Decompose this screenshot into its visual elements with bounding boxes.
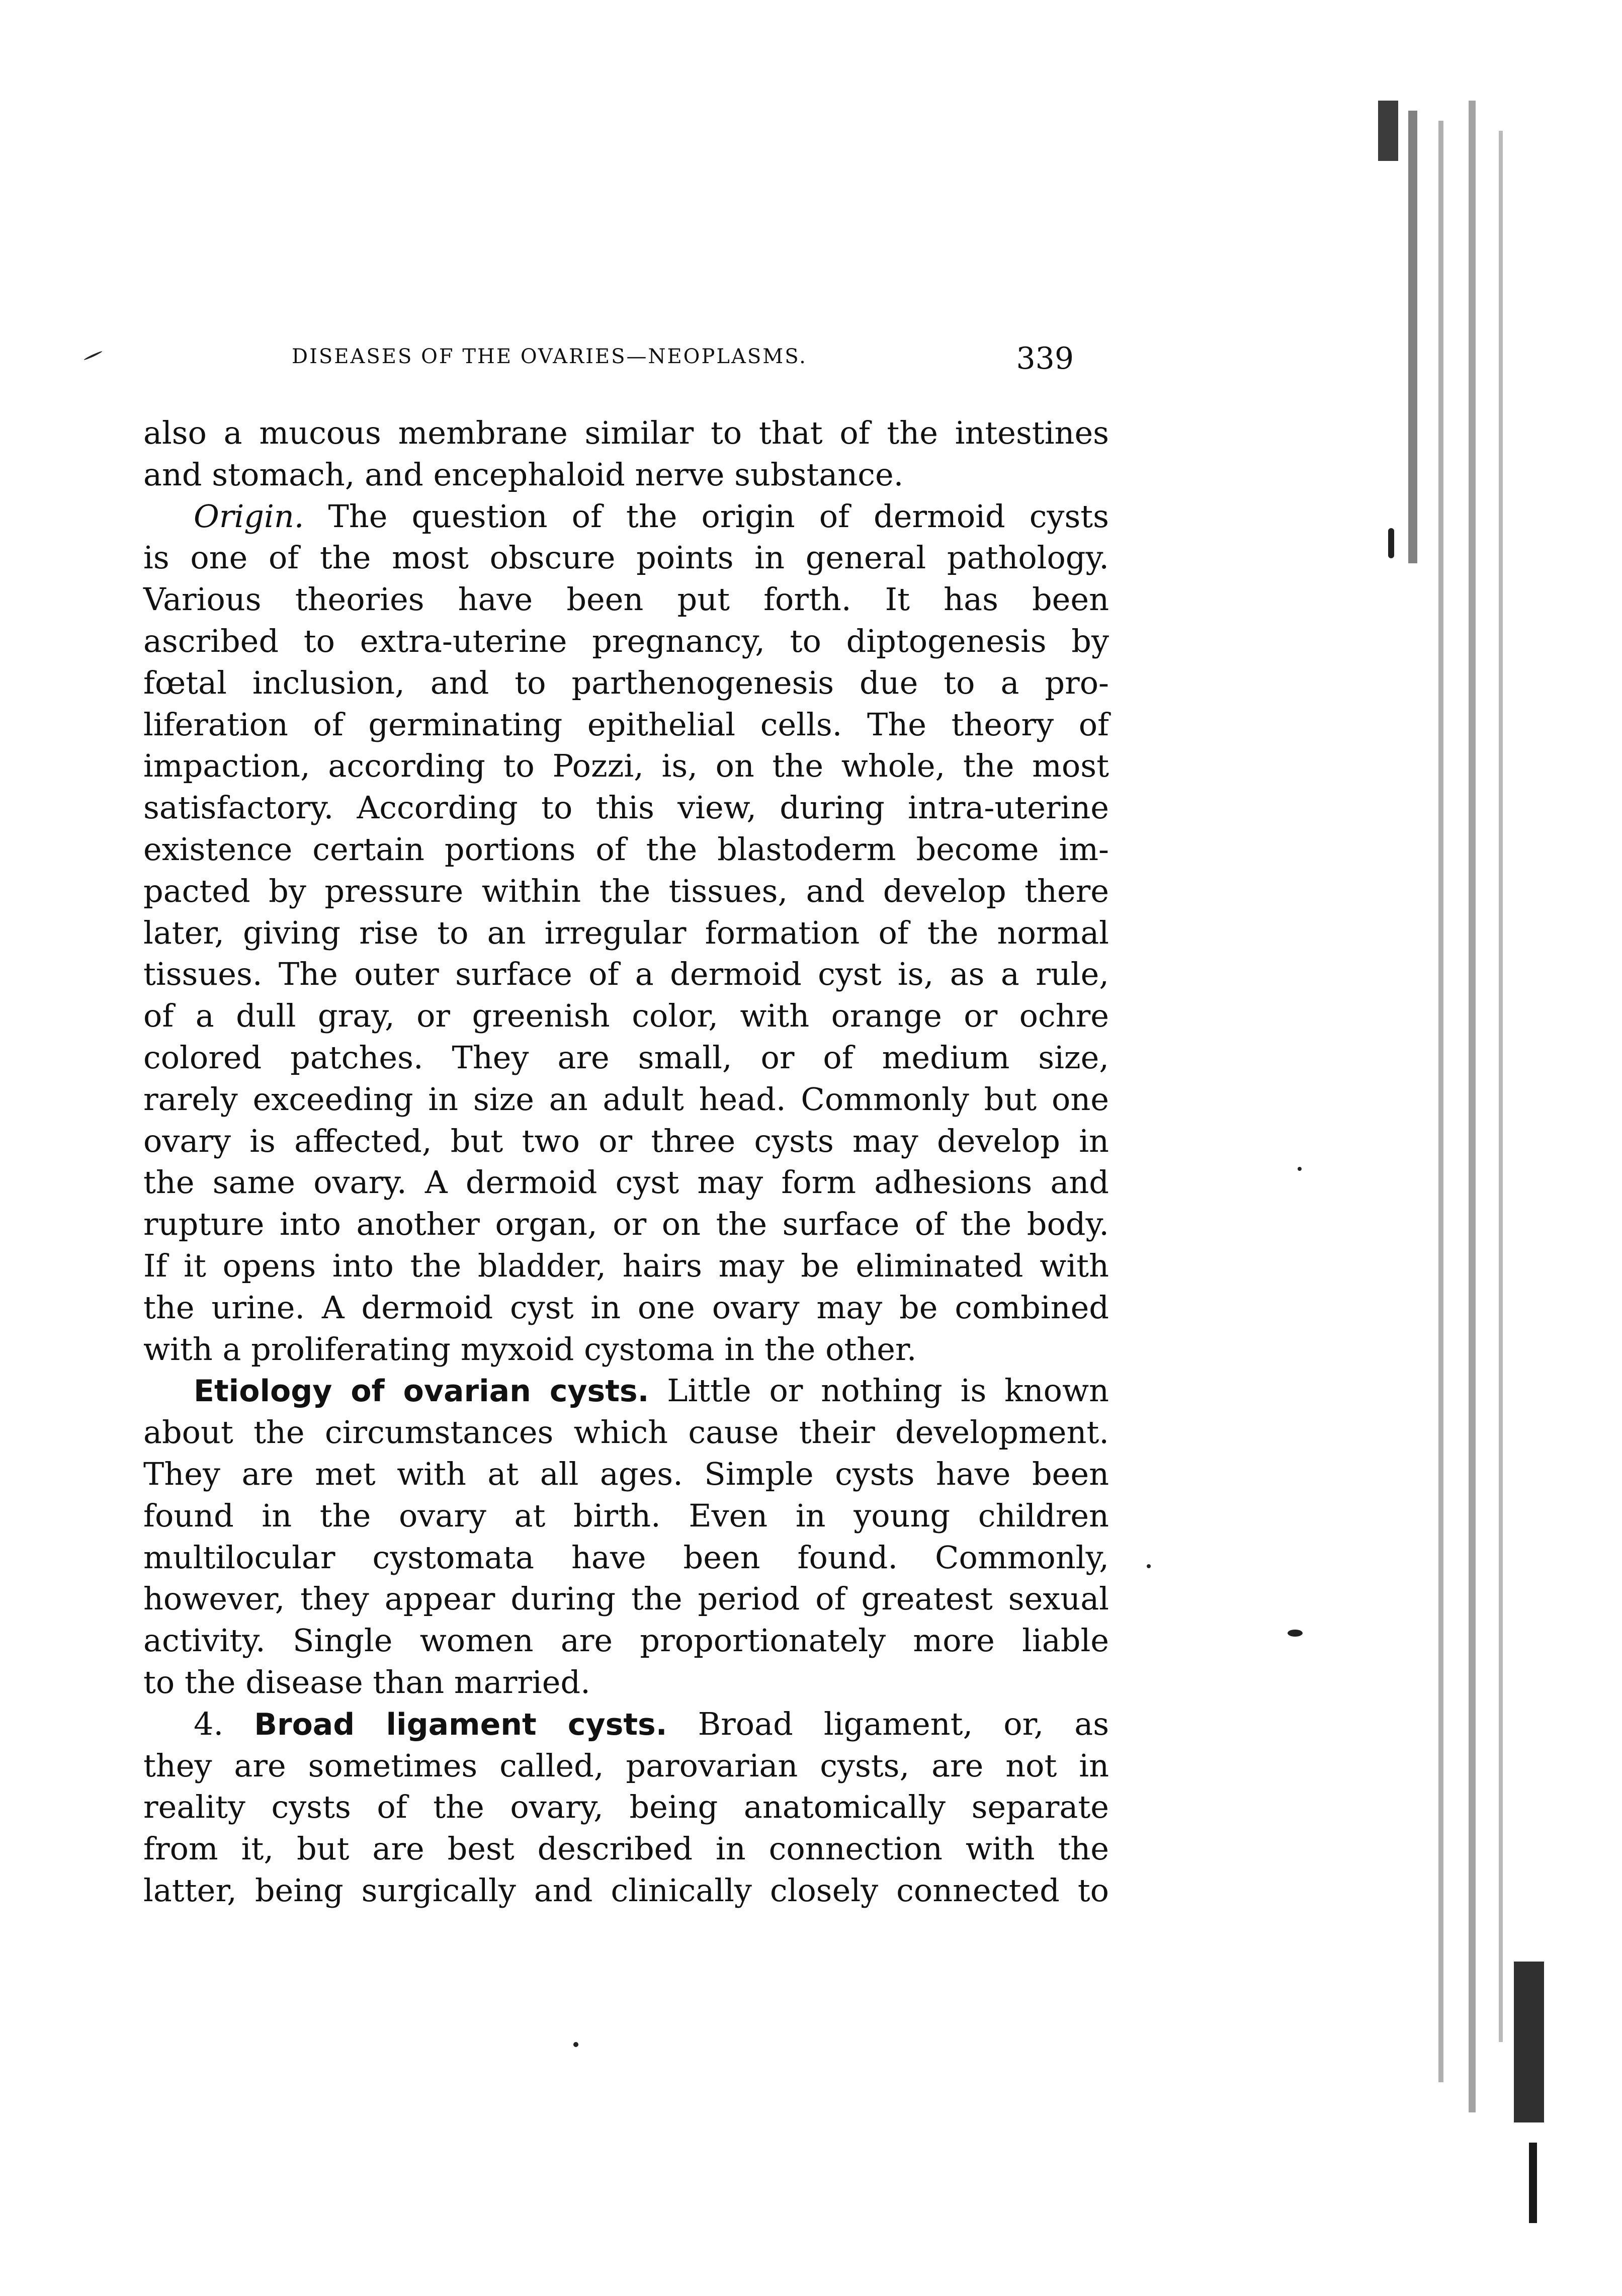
page-header [292, 341, 1074, 381]
section-number: 4. [194, 1705, 224, 1742]
text-line: activity. Single women are proportionately more liable [143, 1622, 1109, 1659]
text-line: about the circumstances which cause their development. [143, 1414, 1109, 1451]
scan-mark [1147, 1564, 1151, 1568]
scan-mark [1288, 1630, 1303, 1637]
page-number: 339 [1016, 341, 1074, 376]
text-line: latter, being surgically and clinically closely connected to [143, 1872, 1109, 1909]
text-line [143, 496, 1109, 538]
text-line: they are sometimes called, parovarian cysts, are not in [143, 1747, 1109, 1784]
text-line: rupture into another organ, or on the surface of the body. [143, 1206, 1109, 1243]
text-line: of a dull gray, or greenish color, with orange or ochre [143, 997, 1109, 1035]
text-line: satisfactory. According to this view, during intra-uterine [143, 789, 1109, 826]
scan-mark [1388, 528, 1394, 558]
text-line: If it opens into the bladder, hairs may be eliminated with [143, 1247, 1109, 1284]
text-line: existence certain portions of the blastoderm become im- [143, 830, 1109, 868]
broad-ligament-heading: Broad ligament cysts. [254, 1707, 667, 1742]
origin-heading: Origin. [194, 497, 304, 535]
text-line: however, they appear during the period of greatest sexual [143, 1580, 1109, 1618]
text-run: Broad ligament, or, as [698, 1705, 1109, 1742]
text-line [143, 1370, 1109, 1412]
text-line: later, giving rise to an irregular formation of the normal [143, 914, 1109, 951]
text-line: from it, but are best described in connection with the [143, 1830, 1109, 1867]
text-line [143, 1704, 1109, 1745]
text-line: liferation of germinating epithelial cells. The theory of [143, 706, 1109, 743]
body-text [143, 412, 1109, 1912]
scan-mark [1298, 1167, 1302, 1171]
binding-shadow [1378, 101, 1569, 2213]
text-line: fœtal inclusion, and to parthenogenesis due to a pro- [143, 664, 1109, 701]
text-line: They are met with at all ages. Simple cysts have been [143, 1455, 1109, 1492]
text-line: tissues. The outer surface of a dermoid cyst is, as a rule, [143, 956, 1109, 993]
text-line: multilocular cystomata have been found. Commonly, [143, 1539, 1109, 1576]
running-title: DISEASES OF THE OVARIES—NEOPLASMS. [292, 345, 807, 368]
text-line: the urine. A dermoid cyst in one ovary may be combined [143, 1289, 1109, 1326]
text-line: to the disease than married. [143, 1663, 590, 1700]
text-line: pacted by pressure within the tissues, and develop there [143, 872, 1109, 909]
text-run: The question of the origin of dermoid cysts [328, 497, 1109, 535]
scan-mark [573, 2042, 578, 2047]
text-run: Little or nothing is known [667, 1372, 1109, 1409]
text-line: rarely exceeding in size an adult head. Commonly but one [143, 1080, 1109, 1118]
text-line: ovary is affected, but two or three cysts may develop in [143, 1122, 1109, 1159]
text-line: and stomach, and encephaloid nerve substance. [143, 456, 904, 493]
text-line: reality cysts of the ovary, being anatomically separate [143, 1789, 1109, 1826]
etiology-heading: Etiology of ovarian cysts. [194, 1374, 649, 1409]
text-line: Various theories have been put forth. It has been [143, 581, 1109, 618]
text-line: is one of the most obscure points in general pathology. [143, 539, 1109, 576]
scan-mark [83, 351, 103, 361]
text-line: found in the ovary at birth. Even in young children [143, 1497, 1109, 1534]
text-line: with a proliferating myxoid cystoma in the other. [143, 1330, 917, 1368]
text-line: ascribed to extra-uterine pregnancy, to diptogenesis by [143, 622, 1109, 659]
text-line: the same ovary. A dermoid cyst may form adhesions and [143, 1164, 1109, 1201]
text-line: impaction, according to Pozzi, is, on the whole, the most [143, 747, 1109, 785]
text-line: colored patches. They are small, or of medium size, [143, 1039, 1109, 1076]
text-line: also a mucous membrane similar to that of the intestines [143, 414, 1109, 451]
